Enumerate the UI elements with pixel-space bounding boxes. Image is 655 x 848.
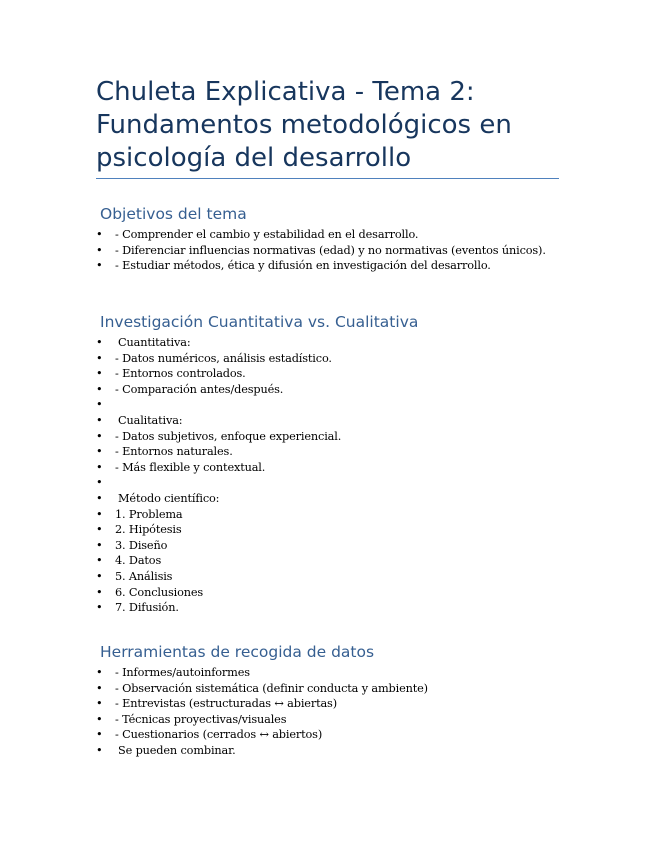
list-item: • 6. Conclusiones	[96, 585, 204, 599]
list-item: • Cualitativa:	[96, 413, 183, 427]
list-item: • - Diferenciar influencias normativas (edad) y no normativas (eventos únicos).	[96, 243, 546, 257]
list-item: • 2. Hipótesis	[96, 523, 182, 537]
bullet-list	[96, 665, 566, 759]
list-item: •	[96, 398, 103, 412]
list-item: • - Técnicas proyectivas/visuales	[96, 712, 287, 726]
list-item: • 1. Problema	[96, 507, 183, 521]
list-item: • - Informes/autoinformes	[96, 666, 250, 679]
list-item: •	[96, 476, 103, 490]
list-item: • - Entornos controlados.	[96, 367, 246, 381]
section-heading: Objetivos del tema	[100, 205, 247, 223]
list-item: • 5. Análisis	[96, 569, 173, 583]
list-item: • 7. Difusión.	[96, 601, 179, 615]
list-item: • - Cuestionarios (cerrados ↔ abiertos)	[96, 728, 323, 742]
list-item: • - Estudiar métodos, ética y difusión en investigación del desarrollo.	[96, 259, 491, 273]
section-herramientas	[96, 642, 566, 759]
list-item: • - Datos numéricos, análisis estadístico.	[96, 351, 332, 365]
list-item: • - Entornos naturales.	[96, 445, 233, 459]
section-objetivos	[96, 204, 566, 274]
list-item: • - Observación sistemática (definir conducta y ambiente)	[96, 681, 428, 695]
list-item: • - Comparación antes/después.	[96, 382, 284, 396]
title-underline	[96, 178, 559, 179]
section-heading: Investigación Cuantitativa vs. Cualitativa	[100, 313, 419, 331]
bullet-list	[96, 227, 566, 274]
list-item: • Cuantitativa:	[96, 336, 191, 349]
page-title: Chuleta Explicativa - Tema 2: Fundamentos metodológicos en psicología del desarrollo	[96, 77, 512, 173]
list-item: • - Datos subjetivos, enfoque experiencial.	[96, 429, 342, 443]
list-item: • - Entrevistas (estructuradas ↔ abiertas)	[96, 697, 337, 711]
list-item: • 3. Diseño	[96, 538, 168, 552]
bullet-list	[96, 335, 566, 616]
list-item: • - Comprender el cambio y estabilidad en el desarrollo.	[96, 228, 419, 241]
section-investigacion	[96, 312, 566, 616]
list-item: • Método científico:	[96, 491, 220, 505]
section-heading: Herramientas de recogida de datos	[100, 643, 375, 661]
list-item: • - Más flexible y contextual.	[96, 460, 266, 474]
list-item: • 4. Datos	[96, 554, 162, 568]
list-item: • Se pueden combinar.	[96, 743, 236, 757]
